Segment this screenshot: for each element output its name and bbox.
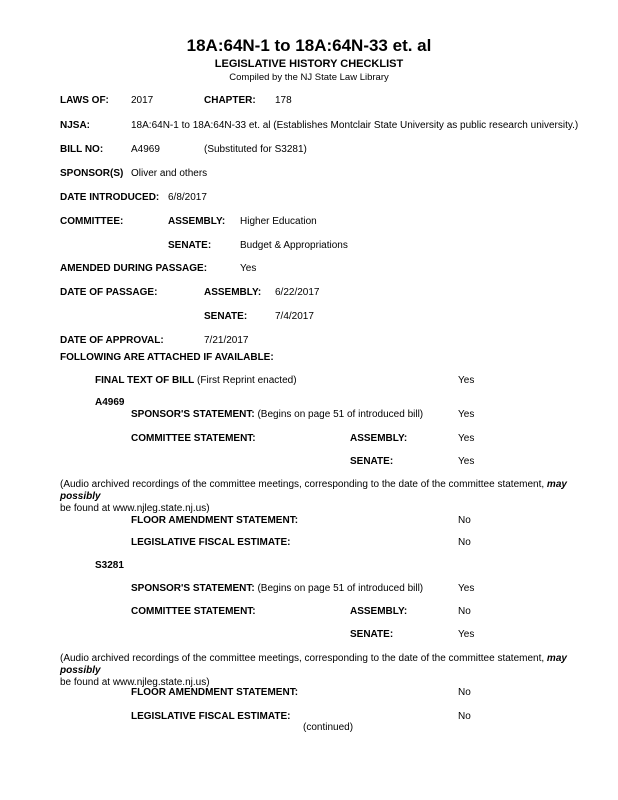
bill-no-label: BILL NO:	[60, 144, 104, 155]
final-text-label: FINAL TEXT OF BILL	[95, 375, 195, 386]
attached-heading: FOLLOWING ARE ATTACHED IF AVAILABLE:	[60, 352, 274, 363]
sponsors-value: Oliver and others	[131, 168, 208, 179]
a-audio-note-emphasis: may possibly	[60, 479, 567, 502]
committee-senate-label: SENATE:	[168, 240, 212, 251]
sponsors-label: SPONSOR(S)	[60, 168, 124, 179]
s-sponsor-statement-note: (Begins on page 51 of introduced bill)	[257, 583, 424, 594]
a-committee-statement-label: COMMITTEE STATEMENT:	[131, 433, 256, 444]
laws-of-label: LAWS OF:	[60, 95, 109, 106]
bill-no-value: A4969	[131, 144, 160, 155]
a-fiscal-estimate-label: LEGISLATIVE FISCAL ESTIMATE:	[131, 537, 291, 548]
committee-senate-value: Budget & Appropriations	[240, 240, 348, 251]
s-audio-note-text: (Audio archived recordings of the committee meetings, corresponding to the date of the committee statement,	[60, 653, 545, 664]
date-of-approval-label: DATE OF APPROVAL:	[60, 335, 164, 346]
a-audio-note-link: be found at www.njleg.state.nj.us)	[60, 503, 210, 514]
s-floor-amendment-label: FLOOR AMENDMENT STATEMENT:	[131, 687, 299, 698]
final-text-value: Yes	[458, 375, 475, 386]
passage-assembly-value: 6/22/2017	[275, 287, 320, 298]
bill-no-note: (Substituted for S3281)	[204, 144, 307, 155]
s-committee-statement-label: COMMITTEE STATEMENT:	[131, 606, 256, 617]
s-fiscal-estimate-value: No	[458, 711, 471, 722]
s-floor-amendment-value: No	[458, 687, 471, 698]
s-sponsor-statement-row	[131, 583, 423, 595]
s-bill-id: S3281	[95, 560, 124, 571]
a-fiscal-estimate-value: No	[458, 537, 471, 548]
document-subtitle: LEGISLATIVE HISTORY CHECKLIST	[214, 58, 404, 70]
document-title: 18A:64N-1 to 18A:64N-33 et. al	[186, 36, 432, 55]
njsa-label: NJSA:	[60, 120, 91, 131]
s-sponsor-statement-label: SPONSOR'S STATEMENT:	[131, 583, 255, 594]
s-committee-senate-label: SENATE:	[350, 629, 394, 640]
a-sponsor-statement-row	[131, 409, 423, 421]
continued-note: (continued)	[303, 722, 354, 733]
njsa-value: 18A:64N-1 to 18A:64N-33 et. al (Establishes Montclair State University as public research university.)	[131, 120, 579, 131]
s-audio-note	[60, 653, 605, 689]
compiled-by: Compiled by the NJ State Law Library	[229, 72, 389, 83]
a-committee-senate-value: Yes	[458, 456, 475, 467]
laws-of-value: 2017	[131, 95, 154, 106]
a-floor-amendment-value: No	[458, 515, 471, 526]
committee-assembly-label: ASSEMBLY:	[168, 216, 226, 227]
amended-label: AMENDED DURING PASSAGE:	[60, 263, 208, 274]
a-sponsor-statement-label: SPONSOR'S STATEMENT:	[131, 409, 255, 420]
final-text-note: (First Reprint enacted)	[197, 375, 297, 386]
committee-assembly-value: Higher Education	[240, 216, 317, 227]
a-sponsor-statement-value: Yes	[458, 409, 475, 420]
a-floor-amendment-label: FLOOR AMENDMENT STATEMENT:	[131, 515, 299, 526]
a-committee-assembly-value: Yes	[458, 433, 475, 444]
passage-senate-value: 7/4/2017	[275, 311, 314, 322]
amended-value: Yes	[240, 263, 257, 274]
s-committee-assembly-label: ASSEMBLY:	[350, 606, 408, 617]
committee-label: COMMITTEE:	[60, 216, 124, 227]
s-audio-note-emphasis: may possibly	[60, 653, 567, 676]
a-committee-assembly-label: ASSEMBLY:	[350, 433, 408, 444]
a-sponsor-statement-note: (Begins on page 51 of introduced bill)	[257, 409, 424, 420]
chapter-value: 178	[275, 95, 292, 106]
passage-senate-label: SENATE:	[204, 311, 248, 322]
date-of-passage-label: DATE OF PASSAGE:	[60, 287, 158, 298]
s-sponsor-statement-value: Yes	[458, 583, 475, 594]
a-audio-note	[60, 479, 605, 515]
date-introduced-label: DATE INTRODUCED:	[60, 192, 160, 203]
chapter-label: CHAPTER:	[204, 95, 256, 106]
date-introduced-value: 6/8/2017	[168, 192, 207, 203]
a-committee-senate-label: SENATE:	[350, 456, 394, 467]
passage-assembly-label: ASSEMBLY:	[204, 287, 262, 298]
s-audio-note-link: be found at www.njleg.state.nj.us)	[60, 677, 210, 688]
date-of-approval-value: 7/21/2017	[204, 335, 249, 346]
s-fiscal-estimate-label: LEGISLATIVE FISCAL ESTIMATE:	[131, 711, 291, 722]
s-committee-senate-value: Yes	[458, 629, 475, 640]
final-text-row	[95, 375, 297, 387]
a-audio-note-text: (Audio archived recordings of the committee meetings, corresponding to the date of the committee statement,	[60, 479, 545, 490]
a-bill-id: A4969	[95, 397, 125, 408]
s-committee-assembly-value: No	[458, 606, 471, 617]
